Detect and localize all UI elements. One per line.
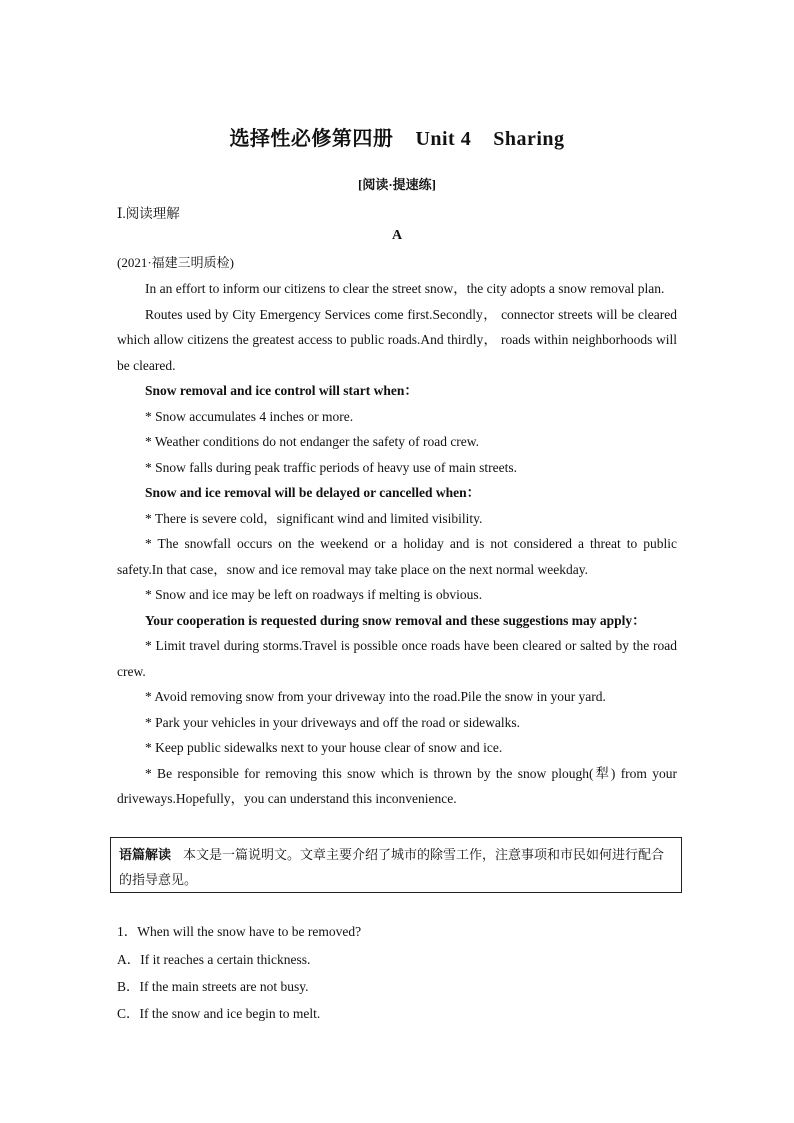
- list-item: * Be responsible for removing this snow which is thrown by the snow plough(犁) from your driveways.Hopefully，you can understand this inconvenience.: [117, 765, 677, 806]
- paragraph: In an effort to inform our citizens to clear the street snow，the city adopts a snow removal plan.: [145, 281, 665, 296]
- subheading: Snow removal and ice control will start when：: [145, 383, 418, 398]
- page-title: [0, 122, 794, 151]
- list-item: * Limit travel during storms.Travel is possible once roads have been cleared or salted by the road crew.: [117, 638, 677, 679]
- list-item: * Keep public sidewalks next to your house clear of snow and ice.: [145, 740, 503, 755]
- list-item: * Park your vehicles in your driveways and off the road or sidewalks.: [145, 714, 521, 730]
- unit-label: Unit 4: [415, 128, 472, 150]
- list-item: * Weather conditions do not endanger the safety of road crew.: [145, 434, 480, 449]
- passage-letter: A: [391, 228, 403, 243]
- list-item: * Snow falls during peak traffic periods of heavy use of main streets.: [145, 459, 518, 475]
- option-c: C．If the snow and ice begin to melt.: [117, 1006, 321, 1021]
- list-item: * The snowfall occurs on the weekend or a holiday and is not considered a threat to public safety.In that case，snow and ice removal may take place on the next normal weekday.: [117, 536, 677, 577]
- list-item: * Snow accumulates 4 inches or more.: [145, 408, 354, 424]
- list-item: * Avoid removing snow from your driveway into the road.Pile the snow in your yard.: [145, 689, 606, 704]
- book-title: 选择性必修第四册: [229, 128, 394, 150]
- analysis-box: [110, 837, 682, 893]
- question-stem: 1．When will the snow have to be removed?: [117, 924, 362, 939]
- subheading: Snow and ice removal will be delayed or cancelled when：: [145, 485, 481, 500]
- option-b: B．If the main streets are not busy.: [117, 979, 309, 994]
- list-item: * There is severe cold，significant wind and limited visibility.: [145, 510, 483, 526]
- analysis-label: 语篇解读: [119, 847, 172, 862]
- analysis-text: 本文是一篇说明文。文章主要介绍了城市的除雪工作，注意事项和市民如何进行配合的指导意见。: [119, 847, 665, 887]
- section-label: Ⅰ.阅读理解: [117, 206, 180, 221]
- passage-body: [117, 276, 677, 812]
- unit-topic: Sharing: [493, 128, 565, 150]
- subheading: Your cooperation is requested during snow removal and these suggestions may apply：: [145, 612, 646, 628]
- option-a: A．If it reaches a certain thickness.: [117, 952, 311, 967]
- list-item: * Snow and ice may be left on roadways if melting is obvious.: [145, 587, 483, 602]
- passage-source: (2021·福建三明质检): [117, 255, 234, 270]
- practice-subtitle: [阅读·提速练]: [358, 177, 436, 192]
- paragraph: Routes used by City Emergency Services come first.Secondly， connector streets will be cleared which allow citizens the greatest access to public roads.And thirdly， roads within neighborhoods will be cleared.: [117, 306, 677, 373]
